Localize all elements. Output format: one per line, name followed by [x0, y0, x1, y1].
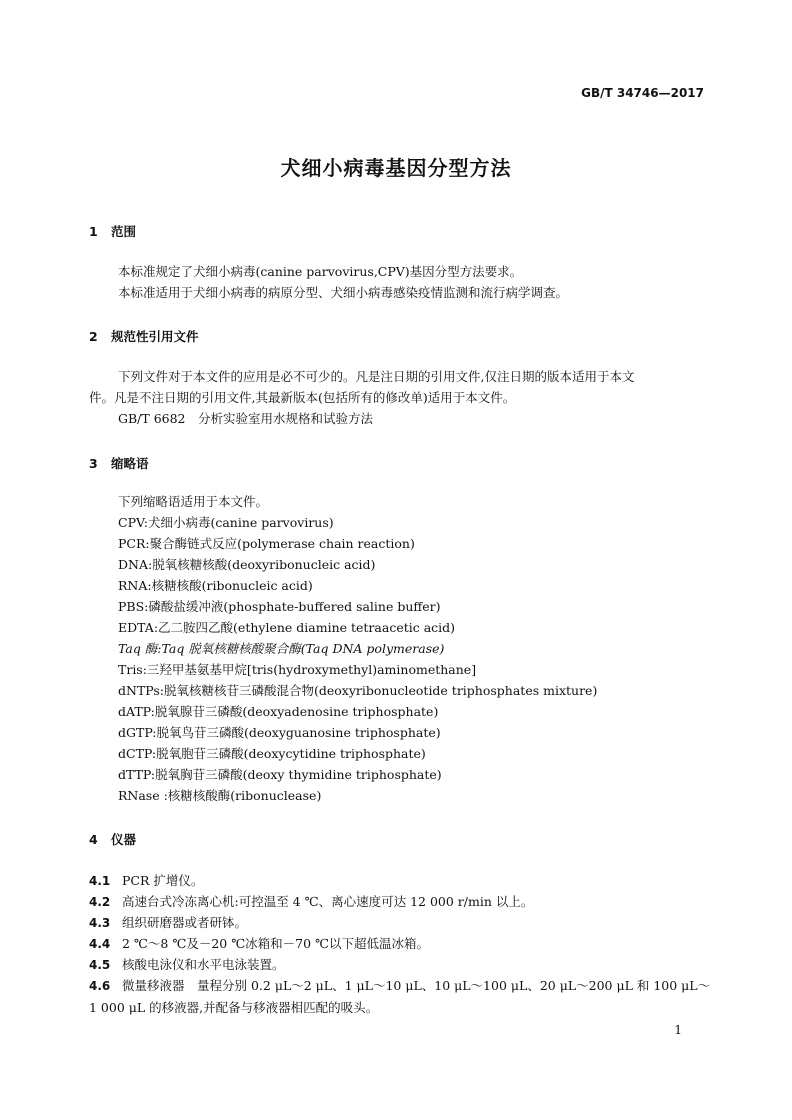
item-number: 4.5	[89, 958, 111, 972]
paragraph: 本标准规定了犬细小病毒(canine parvovirus,CPV)基因分型方法要求。	[118, 264, 523, 279]
section-4-heading	[89, 830, 136, 848]
item-text: 组织研磨器或者研钵。	[122, 915, 248, 930]
section-number: 2	[89, 329, 98, 344]
list-item: dNTPs:脱氧核糖核苷三磷酸混合物(deoxyribonucleotide triphosphates mixture)	[118, 683, 598, 698]
section-3-heading	[89, 454, 149, 472]
section-title: 规范性引用文件	[111, 329, 199, 344]
document-title: 犬细小病毒基因分型方法	[280, 156, 512, 180]
instrument-item	[89, 975, 711, 1018]
section-number: 3	[89, 456, 98, 471]
item-number: 4.4	[89, 937, 111, 951]
list-item: PBS:磷酸盐缓冲液(phosphate-buffered saline buffer)	[118, 599, 441, 614]
instrument-item	[89, 933, 707, 955]
item-text: PCR 扩增仪。	[122, 873, 204, 888]
abbreviation-list	[118, 491, 597, 806]
list-item: Taq 酶:Taq 脱氧核糖核酸聚合酶(Taq DNA polymerase)	[118, 641, 445, 656]
instrument-item	[89, 954, 707, 976]
list-item: dCTP:脱氧胞苷三磷酸(deoxycytidine triphosphate)	[118, 746, 426, 761]
item-text: 2 ℃～8 ℃及－20 ℃冰箱和－70 ℃以下超低温冰箱。	[122, 936, 430, 951]
section-title: 范围	[111, 224, 137, 239]
item-text: 核酸电泳仪和水平电泳装置。	[122, 957, 285, 972]
item-text: 高速台式冷冻离心机:可控温至 4 ℃、离心速度可达 12 000 r/min 以上。	[122, 894, 534, 909]
paragraph: 本标准适用于犬细小病毒的病原分型、犬细小病毒感染疫情监测和流行病学调查。	[118, 285, 569, 300]
list-item: dTTP:脱氧胸苷三磷酸(deoxy thymidine triphosphate)	[118, 767, 442, 782]
list-item: dATP:脱氧腺苷三磷酸(deoxyadenosine triphosphate)	[118, 704, 439, 719]
paragraph-line: 件。凡是不注日期的引用文件,其最新版本(包括所有的修改单)适用于本文件。	[89, 390, 516, 405]
standard-number: GB/T 34746—2017	[581, 86, 704, 100]
section-title: 仪器	[111, 832, 137, 847]
list-intro: 下列缩略语适用于本文件。	[118, 494, 269, 509]
item-number: 4.3	[89, 916, 111, 930]
item-number: 4.2	[89, 895, 111, 909]
item-text: 微量移液器 量程分别 0.2 μL～2 μL、1 μL～10 μL、10 μL～100 μL、20 μL～200 μL 和 100 μL～	[122, 978, 711, 993]
list-item: Tris:三羟甲基氨基甲烷[tris(hydroxymethyl)aminomethane]	[118, 662, 477, 677]
list-item: CPV:犬细小病毒(canine parvovirus)	[118, 515, 334, 530]
section-1-body	[89, 261, 707, 303]
item-text-continuation: 1 000 μL 的移液器,并配备与移液器相匹配的吸头。	[89, 1000, 379, 1015]
section-number: 4	[89, 832, 98, 847]
section-title: 缩略语	[111, 456, 149, 471]
item-number: 4.6	[89, 979, 111, 993]
instrument-item	[89, 912, 707, 934]
normative-reference: GB/T 6682 分析实验室用水规格和试验方法	[118, 411, 374, 426]
item-number: 4.1	[89, 874, 111, 888]
section-number: 1	[89, 224, 98, 239]
page-number: 1	[674, 1023, 682, 1037]
instrument-item	[89, 891, 707, 913]
list-item: EDTA:乙二胺四乙酸(ethylene diamine tetraacetic acid)	[118, 620, 456, 635]
list-item: PCR:聚合酶链式反应(polymerase chain reaction)	[118, 536, 415, 551]
paragraph-line: 下列文件对于本文件的应用是必不可少的。凡是注日期的引用文件,仅注日期的版本适用于本文	[118, 369, 635, 384]
list-item: RNA:核糖核酸(ribonucleic acid)	[118, 578, 313, 593]
list-item: RNase :核糖核酸酶(ribonuclease)	[118, 788, 322, 803]
list-item: dGTP:脱氧鸟苷三磷酸(deoxyguanosine triphosphate)	[118, 725, 441, 740]
list-item: DNA:脱氧核糖核酸(deoxyribonucleic acid)	[118, 557, 376, 572]
instrument-item	[89, 870, 707, 892]
section-2-heading	[89, 327, 199, 345]
section-1-heading	[89, 222, 136, 240]
section-2-body	[89, 366, 707, 429]
